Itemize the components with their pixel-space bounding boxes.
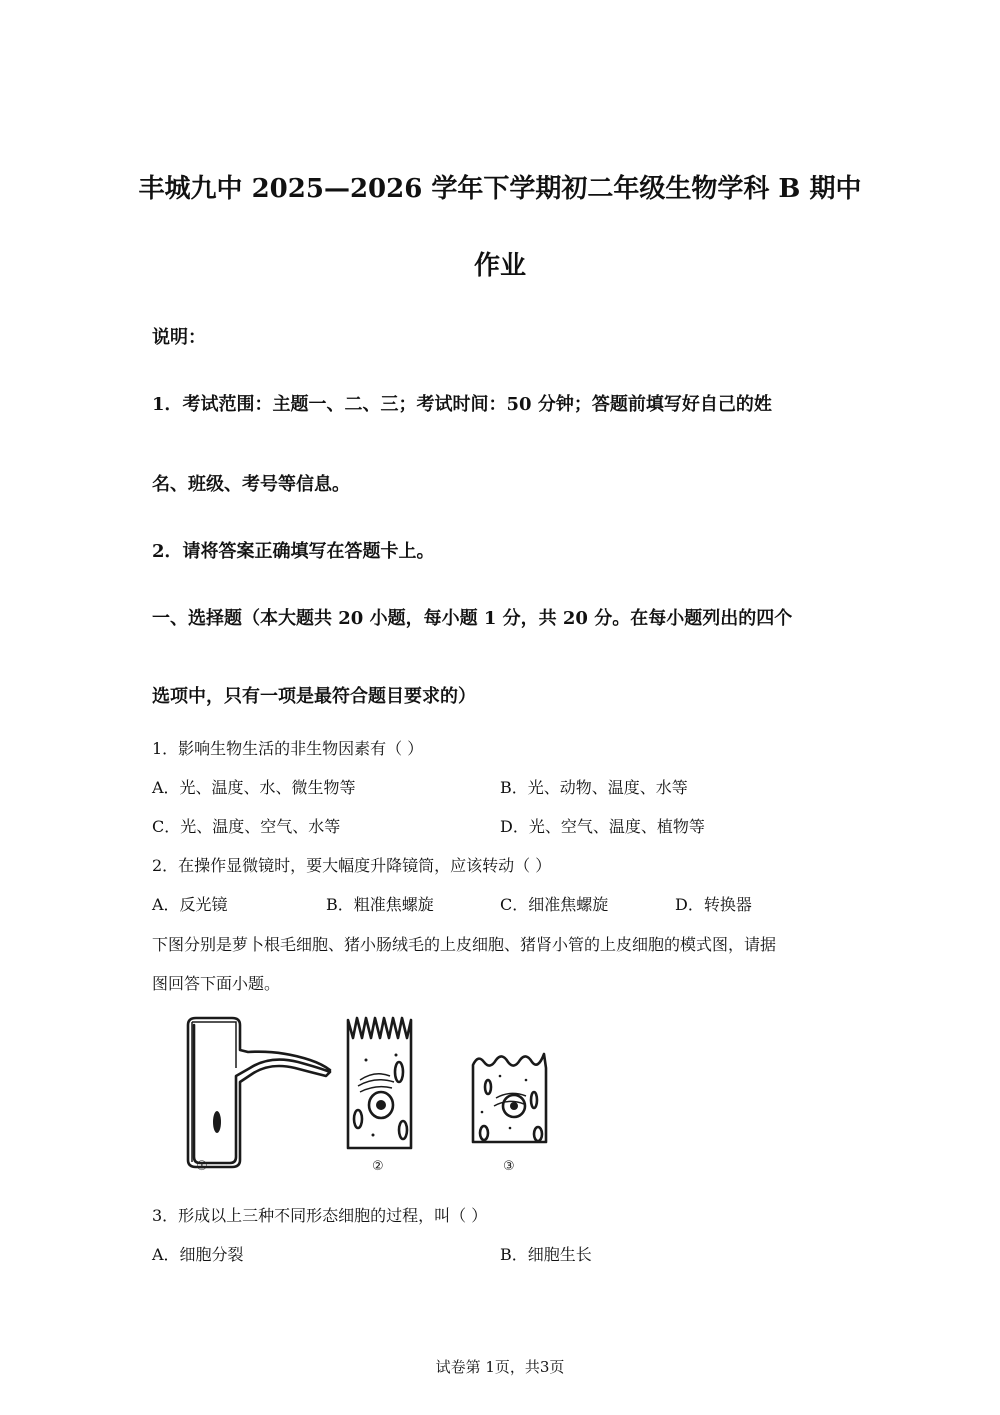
question-1-option-c: C．光、温度、空气、水等 <box>152 817 341 836</box>
passage-text-continued: 图回答下面小题。 <box>152 974 281 993</box>
question-2-option-c: C．细准焦螺旋 <box>500 895 609 914</box>
question-1-stem: 1．影响生物生活的非生物因素有（ ） <box>152 739 424 758</box>
question-2-option-a: A．反光镜 <box>152 895 228 914</box>
question-2-option-b: B．粗准焦螺旋 <box>326 895 434 914</box>
question-1-option-d: D．光、空气、温度、植物等 <box>500 817 705 836</box>
section-heading: 一、选择题（本大题共 20 小题，每小题 1 分，共 20 分。在每小题列出的四个 <box>152 608 793 629</box>
question-2-stem: 2．在操作显微镜时，要大幅度升降镜筒，应该转动（ ） <box>152 856 552 875</box>
kidney-tubule-epithelial-cell-drawing <box>473 1054 546 1142</box>
instructions-heading: 说明： <box>152 327 206 348</box>
question-3-stem: 3．形成以上三种不同形态细胞的过程，叫（ ） <box>152 1206 488 1225</box>
root-hair-cell-drawing <box>188 1018 330 1167</box>
cell-diagram-figure <box>170 1010 570 1180</box>
intestinal-epithelial-cell-drawing <box>348 1018 411 1148</box>
figure-label-2: ② <box>372 1159 384 1174</box>
instruction-item-1-continued: 名、班级、考号等信息。 <box>152 474 350 495</box>
question-2-option-d: D．转换器 <box>675 895 752 914</box>
instruction-item-1: 1．考试范围：主题一、二、三；考试时间：50 分钟；答题前填写好自己的姓 <box>152 394 772 415</box>
page-footer: 试卷第 1页，共3页 <box>435 1358 565 1376</box>
figure-label-1: ① <box>196 1159 208 1174</box>
section-heading-continued: 选项中，只有一项是最符合题目要求的） <box>152 686 476 707</box>
page-title: 丰城九中 2025—2026 学年下学期初二年级生物学科 B 期中 <box>138 174 862 204</box>
question-3-option-b: B．细胞生长 <box>500 1245 592 1264</box>
instruction-item-2: 2．请将答案正确填写在答题卡上。 <box>152 541 435 562</box>
passage-text: 下图分别是萝卜根毛细胞、猪小肠绒毛的上皮细胞、猪肾小管的上皮细胞的模式图，请据 <box>152 935 777 954</box>
question-1-option-a: A．光、温度、水、微生物等 <box>152 778 356 797</box>
page-title-continued: 作业 <box>473 251 526 281</box>
figure-label-3: ③ <box>503 1159 515 1174</box>
question-1-option-b: B．光、动物、温度、水等 <box>500 778 688 797</box>
question-3-option-a: A．细胞分裂 <box>152 1245 244 1264</box>
